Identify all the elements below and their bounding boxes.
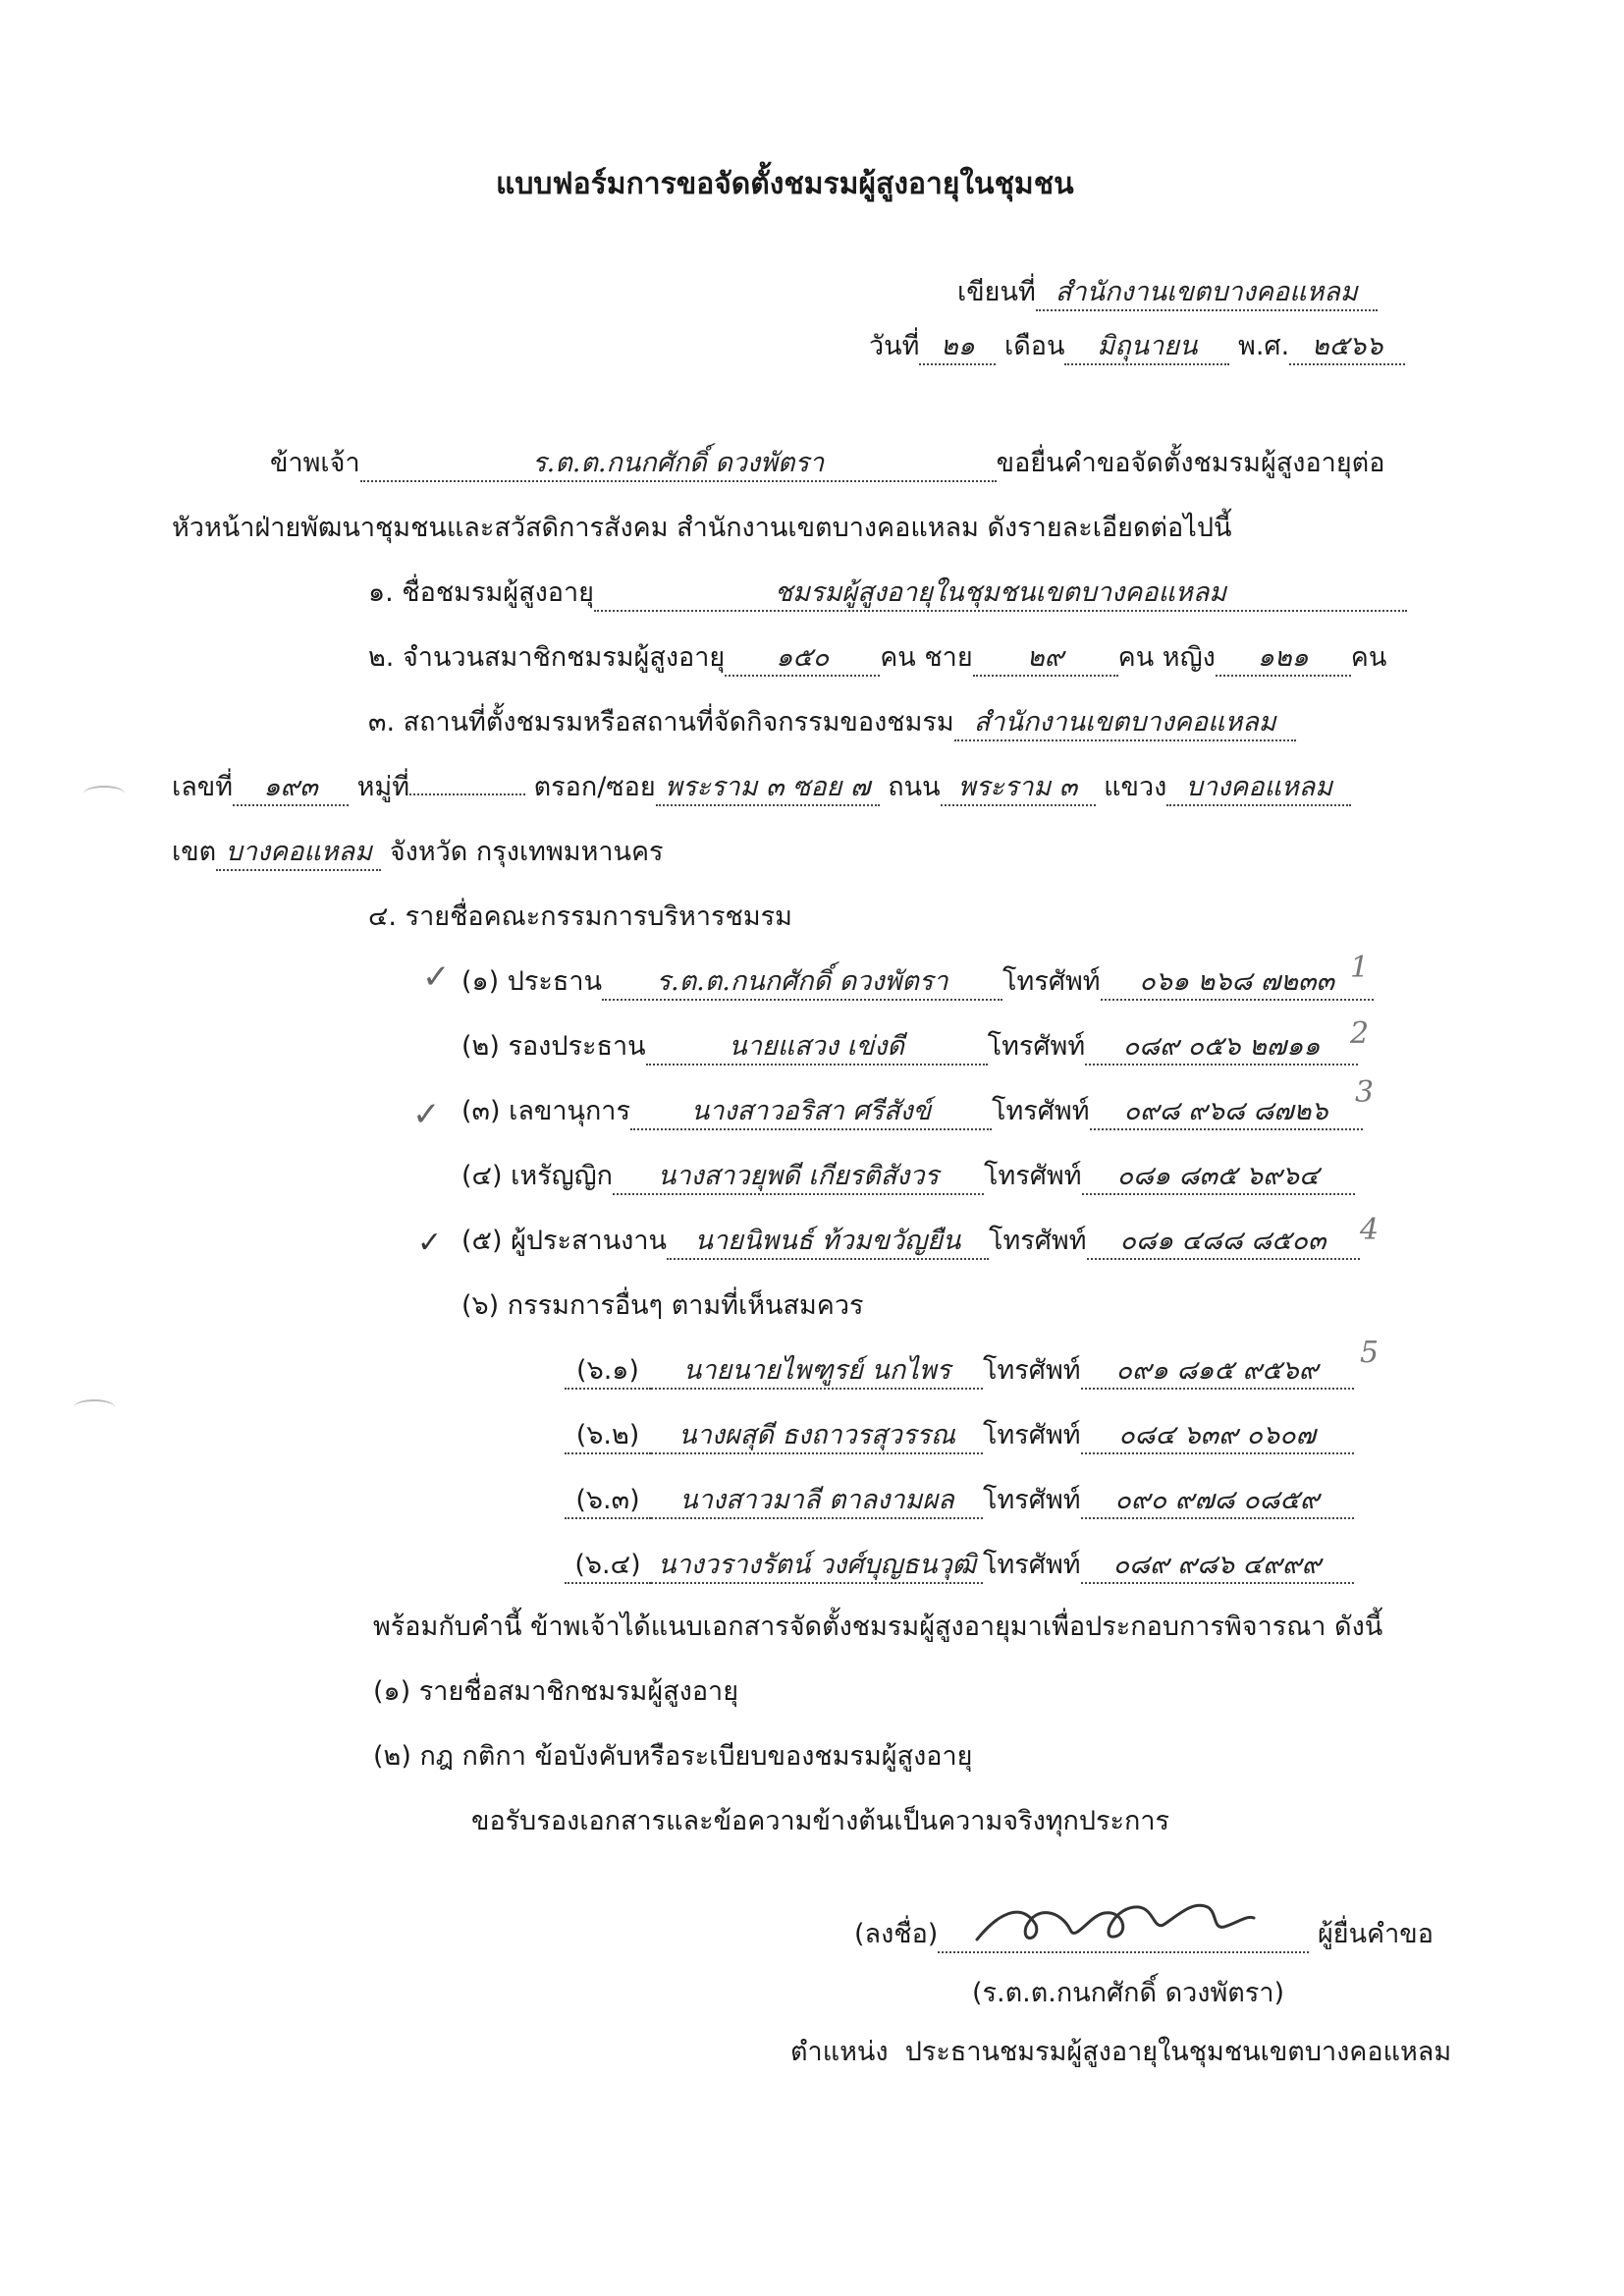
unit-2: คน [1117, 642, 1155, 673]
position-label: ตำแหน่ง [790, 2037, 889, 2067]
khet-label: เขต [172, 837, 217, 867]
month-label: เดือน [1004, 331, 1065, 361]
item2-label: ๒. จำนวนสมาชิกชมรมผู้สูงอายุ [368, 642, 726, 673]
address-soi: พระราม ๓ ซอย ๗ [656, 771, 880, 806]
scan-mark-bottom [74, 1399, 115, 1415]
intro-request-text: ขอยื่นคำขอจัดตั้งชมรมผู้สูงอายุต่อ [996, 448, 1385, 478]
committee-name: ร.ต.ต.กนกศักดิ์ ดวงพัตรา [602, 965, 1002, 1001]
club-name: ชมรมผู้สูงอายุในชุมชนเขตบางคอแหลม [594, 576, 1407, 612]
sign-label: (ลงชื่อ) [854, 1919, 939, 1949]
phone-label: โทรศัพท์ [983, 1420, 1081, 1450]
other-index: (๖.๑) [565, 1354, 651, 1390]
committee-role: (๔) เหรัญญิก [461, 1161, 613, 1191]
address-khwaeng: บางคอแหลม [1166, 771, 1351, 806]
date-line [869, 327, 1405, 366]
margin-number: 1 [1350, 951, 1370, 985]
handwritten-signature [967, 1886, 1262, 1954]
address-line-2 [172, 833, 664, 872]
address-moo [409, 793, 525, 795]
phone-label: โทรศัพท์ [987, 1031, 1086, 1062]
applicant-name: ร.ต.ต.กนกศักดิ์ ดวงพัตรา [360, 447, 997, 482]
date-month: มิถุนายน [1064, 330, 1229, 365]
other-committee-row [565, 1546, 1354, 1585]
other-committee-row [565, 1481, 1354, 1520]
committee-role: (๑) ประธาน [461, 966, 603, 997]
female-label: หญิง [1162, 642, 1216, 673]
intro-line-2: หัวหน้าฝ่ายพัฒนาชุมชนและสวัสดิการสังคม สำนักงานเขตบางคอแหลม ดังรายละเอียดต่อไปนี้ [172, 513, 1232, 543]
road-label: ถนน [888, 772, 941, 802]
committee-role: (๒) รองประธาน [461, 1031, 646, 1062]
other-phone: ๐๙๑ ๘๑๕ ๙๕๖๙ [1081, 1354, 1354, 1390]
member-total: ๑๕๐ [725, 641, 880, 677]
other-index: (๖.๔) [565, 1549, 651, 1584]
committee-role: (๓) เลขานุการ [461, 1096, 630, 1126]
committee-phone: ๐๖๑ ๒๖๘ ๗๒๓๓ [1101, 965, 1374, 1001]
date-label: วันที่ [869, 331, 920, 361]
written-at-value: สำนักงานเขตบางคอแหลม [1036, 276, 1378, 311]
address-line-1 [172, 768, 1351, 807]
form-title: แบบฟอร์มการขอจัดตั้งชมรมผู้สูงอายุในชุมชน [496, 167, 1074, 201]
written-at-line [957, 273, 1378, 312]
margin-number: 5 [1360, 1336, 1380, 1370]
position-line [790, 2033, 1451, 2072]
moo-label: หมู่ที่ [356, 772, 410, 802]
other-name: นางสาวมาลี ตาลงามผล [651, 1484, 983, 1519]
phone-label: โทรศัพท์ [1002, 966, 1101, 997]
margin-number: 2 [1350, 1016, 1370, 1051]
committee-name: นางสาวอริสา ศรีสังข์ [630, 1095, 992, 1130]
committee-row [461, 1092, 1363, 1131]
margin-number: 3 [1355, 1075, 1375, 1110]
intro-line-1 [270, 444, 1384, 483]
address-road: พระราม ๓ [941, 771, 1096, 806]
year-label: พ.ศ. [1238, 331, 1290, 361]
item1-line [368, 574, 1407, 613]
other-phone: ๐๘๙ ๙๘๖ ๔๙๙๙ [1081, 1549, 1354, 1584]
address-khet: บางคอแหลม [216, 836, 381, 871]
other-phone: ๐๘๔ ๖๓๙ ๐๖๐๗ [1081, 1419, 1354, 1454]
member-female: ๑๒๑ [1216, 641, 1351, 677]
committee-row [461, 962, 1374, 1002]
certify-text: ขอรับรองเอกสารและข้อความข้างต้นเป็นความจริงทุกประการ [471, 1806, 1170, 1836]
committee-phone: ๐๙๘ ๙๖๘ ๘๗๒๖ [1090, 1095, 1363, 1130]
khwaeng-label: แขวง [1104, 772, 1167, 802]
item2-line [368, 638, 1386, 678]
phone-label: โทรศัพท์ [983, 1550, 1081, 1580]
check-mark-icon: ✓ [417, 1226, 443, 1260]
item3-line [368, 703, 1296, 742]
committee-name: นางสาวยุพดี เกียรติสังวร [613, 1160, 984, 1195]
unit-1: คน [880, 642, 916, 673]
committee-phone: ๐๘๑ ๘๓๕ ๖๙๖๔ [1082, 1160, 1355, 1195]
committee-phone: ๐๘๑ ๔๘๘ ๘๕๐๓ [1087, 1225, 1360, 1260]
item1-label: ๑. ชื่อชมรมผู้สูงอายุ [368, 577, 594, 608]
committee-row [461, 1222, 1360, 1261]
margin-number: 4 [1360, 1213, 1380, 1247]
other-committee-row [565, 1416, 1354, 1455]
club-place: สำนักงานเขตบางคอแหลม [954, 706, 1296, 741]
other-name: นางวรางรัตน์ วงศ์บุญธนวุฒิ [651, 1549, 983, 1584]
item3-label: ๓. สถานที่ตั้งชมรมหรือสถานที่จัดกิจกรรมของชมรม [368, 707, 954, 738]
phone-label: โทรศัพท์ [988, 1226, 1087, 1256]
committee-row [461, 1157, 1355, 1196]
scan-mark-top [83, 786, 125, 801]
unit-3: คน [1350, 642, 1387, 673]
committee-role: (๕) ผู้ประสานงาน [461, 1226, 667, 1256]
phone-label: โทรศัพท์ [983, 1485, 1081, 1515]
applicant-role: ผู้ยื่นคำขอ [1317, 1919, 1434, 1949]
phone-label: โทรศัพท์ [983, 1355, 1081, 1386]
attachment-2: (๒) กฎ กติกา ข้อบังคับหรือระเบียบของชมรมผู้สูงอายุ [373, 1741, 973, 1772]
province-label: จังหวัด [389, 837, 468, 867]
item4-label: ๔. รายชื่อคณะกรรมการบริหารชมรม [368, 902, 792, 932]
other-index: (๖.๓) [565, 1484, 651, 1519]
phone-label: โทรศัพท์ [983, 1161, 1082, 1191]
committee-row [461, 1027, 1358, 1066]
soi-label: ตรอก/ซอย [533, 772, 656, 802]
check-mark-icon: ✓ [412, 1095, 441, 1134]
phone-label: โทรศัพท์ [991, 1096, 1090, 1126]
committee-name: นายนิพนธ์ ท้วมขวัญยืน [667, 1225, 989, 1260]
other-phone: ๐๙๐ ๙๗๘ ๐๘๕๙ [1081, 1484, 1354, 1519]
other-committee-row [565, 1351, 1354, 1391]
printed-name: (ร.ต.ต.กนกศักดิ์ ดวงพัตรา) [972, 1978, 1285, 2008]
attachment-1: (๑) รายชื่อสมาชิกชมรมผู้สูงอายุ [373, 1676, 739, 1707]
intro-i-label: ข้าพเจ้า [270, 448, 360, 478]
other-index: (๖.๒) [565, 1419, 651, 1454]
address-no-label: เลขที่ [172, 772, 234, 802]
date-year: ๒๕๖๖ [1289, 330, 1405, 365]
other-name: นางผสุดี ธงถาวรสุวรรณ [651, 1419, 983, 1454]
others-label: (๖) กรรมการอื่นๆ ตามที่เห็นสมควร [461, 1290, 864, 1321]
date-day: ๒๑ [919, 330, 996, 365]
written-at-label: เขียนที่ [957, 277, 1036, 307]
member-male: ๒๙ [973, 641, 1118, 677]
check-mark-icon: ✓ [422, 957, 451, 997]
other-name: นายนายไพฑูรย์ นกไพร [651, 1354, 983, 1390]
committee-phone: ๐๘๙ ๐๕๖ ๒๗๑๑ [1085, 1030, 1358, 1066]
address-no: ๑๙๓ [233, 771, 349, 806]
committee-name: นายแสวง เข่งดี [646, 1030, 988, 1066]
address-province: กรุงเทพมหานคร [475, 837, 664, 867]
male-label: ชาย [924, 642, 973, 673]
attachments-intro: พร้อมกับคำนี้ ข้าพเจ้าได้แนบเอกสารจัดตั้งชมรมผู้สูงอายุมาเพื่อประกอบการพิจารณา ดังนี้ [373, 1612, 1383, 1642]
position-value: ประธานชมรมผู้สูงอายุในชุมชนเขตบางคอแหลม [904, 2037, 1452, 2067]
